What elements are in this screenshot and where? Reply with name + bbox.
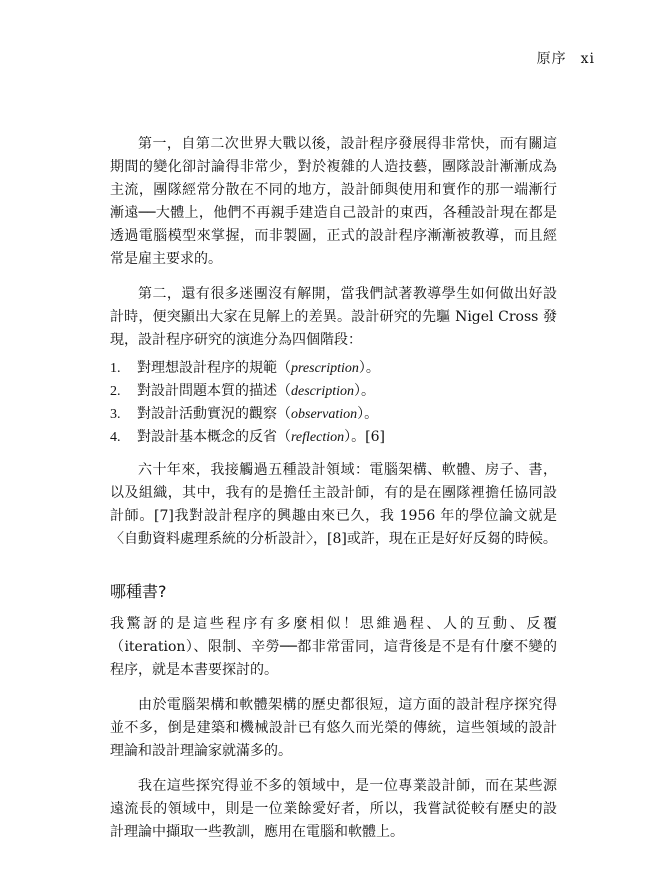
list-item: 1. 對理想設計程序的規範（prescription）。	[110, 360, 380, 376]
section-heading: 哪種書?	[110, 582, 167, 601]
paragraph-third: 六十年來，我接觸過五種設計領域：電腦架構、軟體、房子、書，以及組織，其中，我有的是擔任主設計師，有的是在團隊裡擔任協同設計師。[7]我對設計程序的興趣由來已久，我 1956 年的學位論文就是〈自動資料處理系統的分析設計〉，[8]或許，現在正是好好反芻的時候。	[110, 462, 557, 547]
paragraph-first: 第一，自第二次世界大戰以後，設計程序發展得非常快，而有關這期間的變化卻討論得非常少，對於複雜的人造技藝，團隊設計漸漸成為主流，團隊經常分散在不同的地方，設計師與使用和實作的那一端漸行漸遠──大體上，他們不再親手建造自己設計的東西，各種設計現在都是透過電腦模型來掌握，而非製圖，正式的設計程序漸漸被教導，而且經常是雇主要求的。	[110, 136, 557, 267]
paragraph-second: 第二，還有很多迷團沒有解開，當我們試著教導學生如何做出好設計時，便突顯出大家在見解上的差異。設計研究的先驅 Nigel Cross 發現，設計程序研究的演進分為四個階段：	[110, 286, 557, 348]
section-paragraph-second: 由於電腦架構和軟體架構的歷史都很短，這方面的設計程序探究得並不多，倒是建築和機械設計已有悠久而光榮的傳統，這些領域的設計理論和設計理論家就滿多的。	[110, 697, 557, 759]
list-item: 3. 對設計活動實況的觀察（observation）。	[110, 406, 379, 422]
page-body	[110, 133, 557, 844]
page-number: xi	[580, 51, 595, 67]
section-paragraph-first: 我驚訝的是這些程序有多麼相似！思維過程、人的互動、反覆（iteration）、限制、辛勞──都非常雷同，這背後是不是有什麼不變的程序，就是本書要探討的。	[110, 616, 557, 678]
design-stages-list	[110, 357, 557, 449]
list-item: 2. 對設計問題本質的描述（description）。	[110, 383, 375, 399]
list-item: 4. 對設計基本概念的反省（reflection）。[6]	[110, 429, 385, 445]
section-paragraph-third: 我在這些探究得並不多的領域中，是一位專業設計師，而在某些源遠流長的領域中，則是一位業餘愛好者，所以，我嘗試從較有歷史的設計理論中擷取一些教訓，應用在電腦和軟體上。	[110, 778, 557, 840]
running-header	[537, 48, 595, 68]
chapter-title: 原序	[536, 51, 567, 67]
